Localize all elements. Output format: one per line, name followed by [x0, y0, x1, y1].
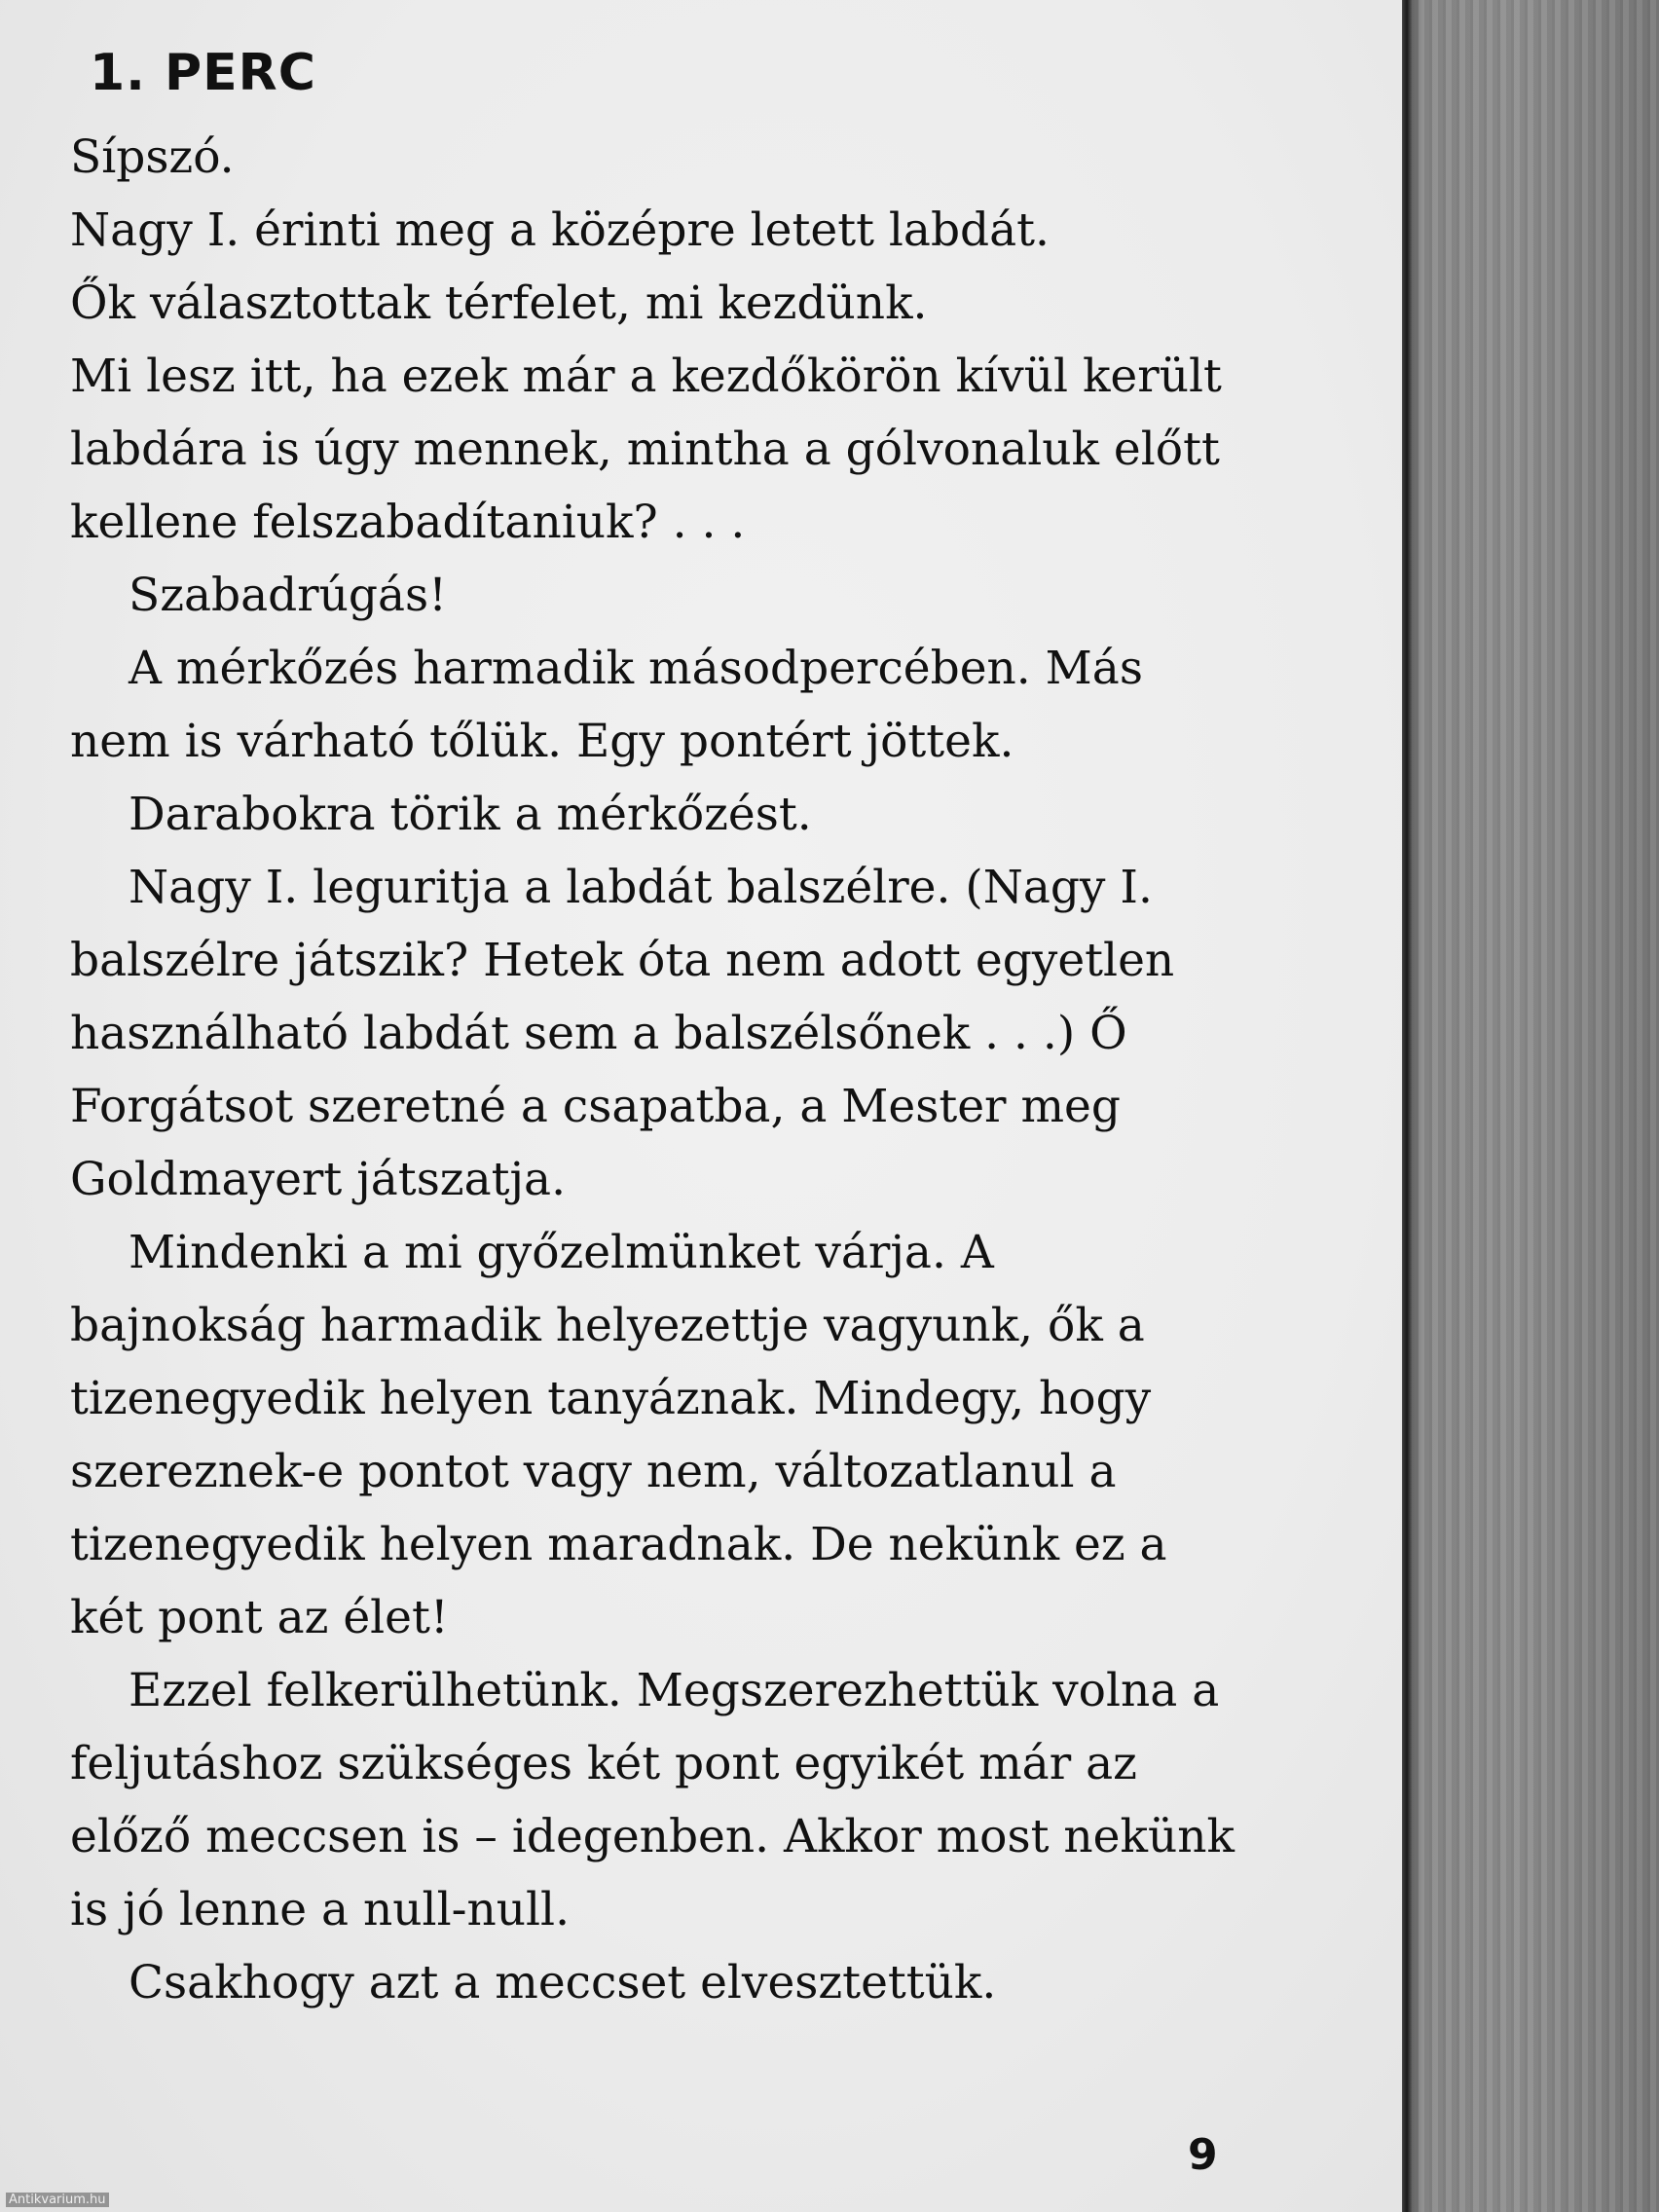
page-number: 9 — [1188, 2130, 1218, 2180]
paragraph: Ezzel felkerülhetünk. Megszerezhettük volna a feljutáshoz szükséges két pont egyikét már az előző meccsen is – idegenben. Akkor most nekünk is jó lenne a null-null. — [70, 1664, 1235, 1936]
paragraph: Nagy I. leguritja a labdát balszélre. (Nagy I. balszélre játszik? Hetek óta nem adott egyetlen használható labdát sem a balszélsőnek . . .) Ő Forgátsot szeretné a csapatba, a Mester meg Goldmayert játszatja. — [70, 861, 1175, 1206]
paragraph: Darabokra törik a mérkőzést. — [129, 788, 812, 841]
paragraph: Szabadrúgás! — [129, 569, 448, 622]
chapter-title: 1. PERC — [90, 44, 316, 102]
paragraph: A mérkőzés harmadik másodpercében. Más nem is várható tőlük. Egy pontért jöttek. — [70, 642, 1143, 768]
paragraph: Nagy I. érinti meg a középre letett labdát. — [70, 203, 1050, 257]
paragraph: Sípszó. — [70, 130, 235, 184]
paragraph: Mi lesz itt, ha ezek már a kezdőkörön kívül került labdára is úgy mennek, mintha a gólvonaluk előtt kellene felszabadítaniuk? . . . — [70, 350, 1222, 549]
page-text — [70, 39, 1238, 2019]
paragraph: Csakhogy azt a meccset elvesztettük. — [129, 1956, 997, 2009]
underlying-pages — [1402, 0, 1659, 2212]
paragraph: Ők választottak térfelet, mi kezdünk. — [70, 276, 928, 330]
paragraph-list — [70, 121, 1238, 2019]
paragraph: Mindenki a mi győzelmünket várja. A bajnokság harmadik helyezettje vagyunk, ők a tizenegyedik helyen tanyáznak. Mindegy, hogy szereznek-e pontot vagy nem, változatlanul a tizenegyedik helyen maradnak. De nekünk ez a két pont az élet! — [70, 1226, 1167, 1644]
watermark: Antikvarium.hu — [6, 2193, 109, 2207]
